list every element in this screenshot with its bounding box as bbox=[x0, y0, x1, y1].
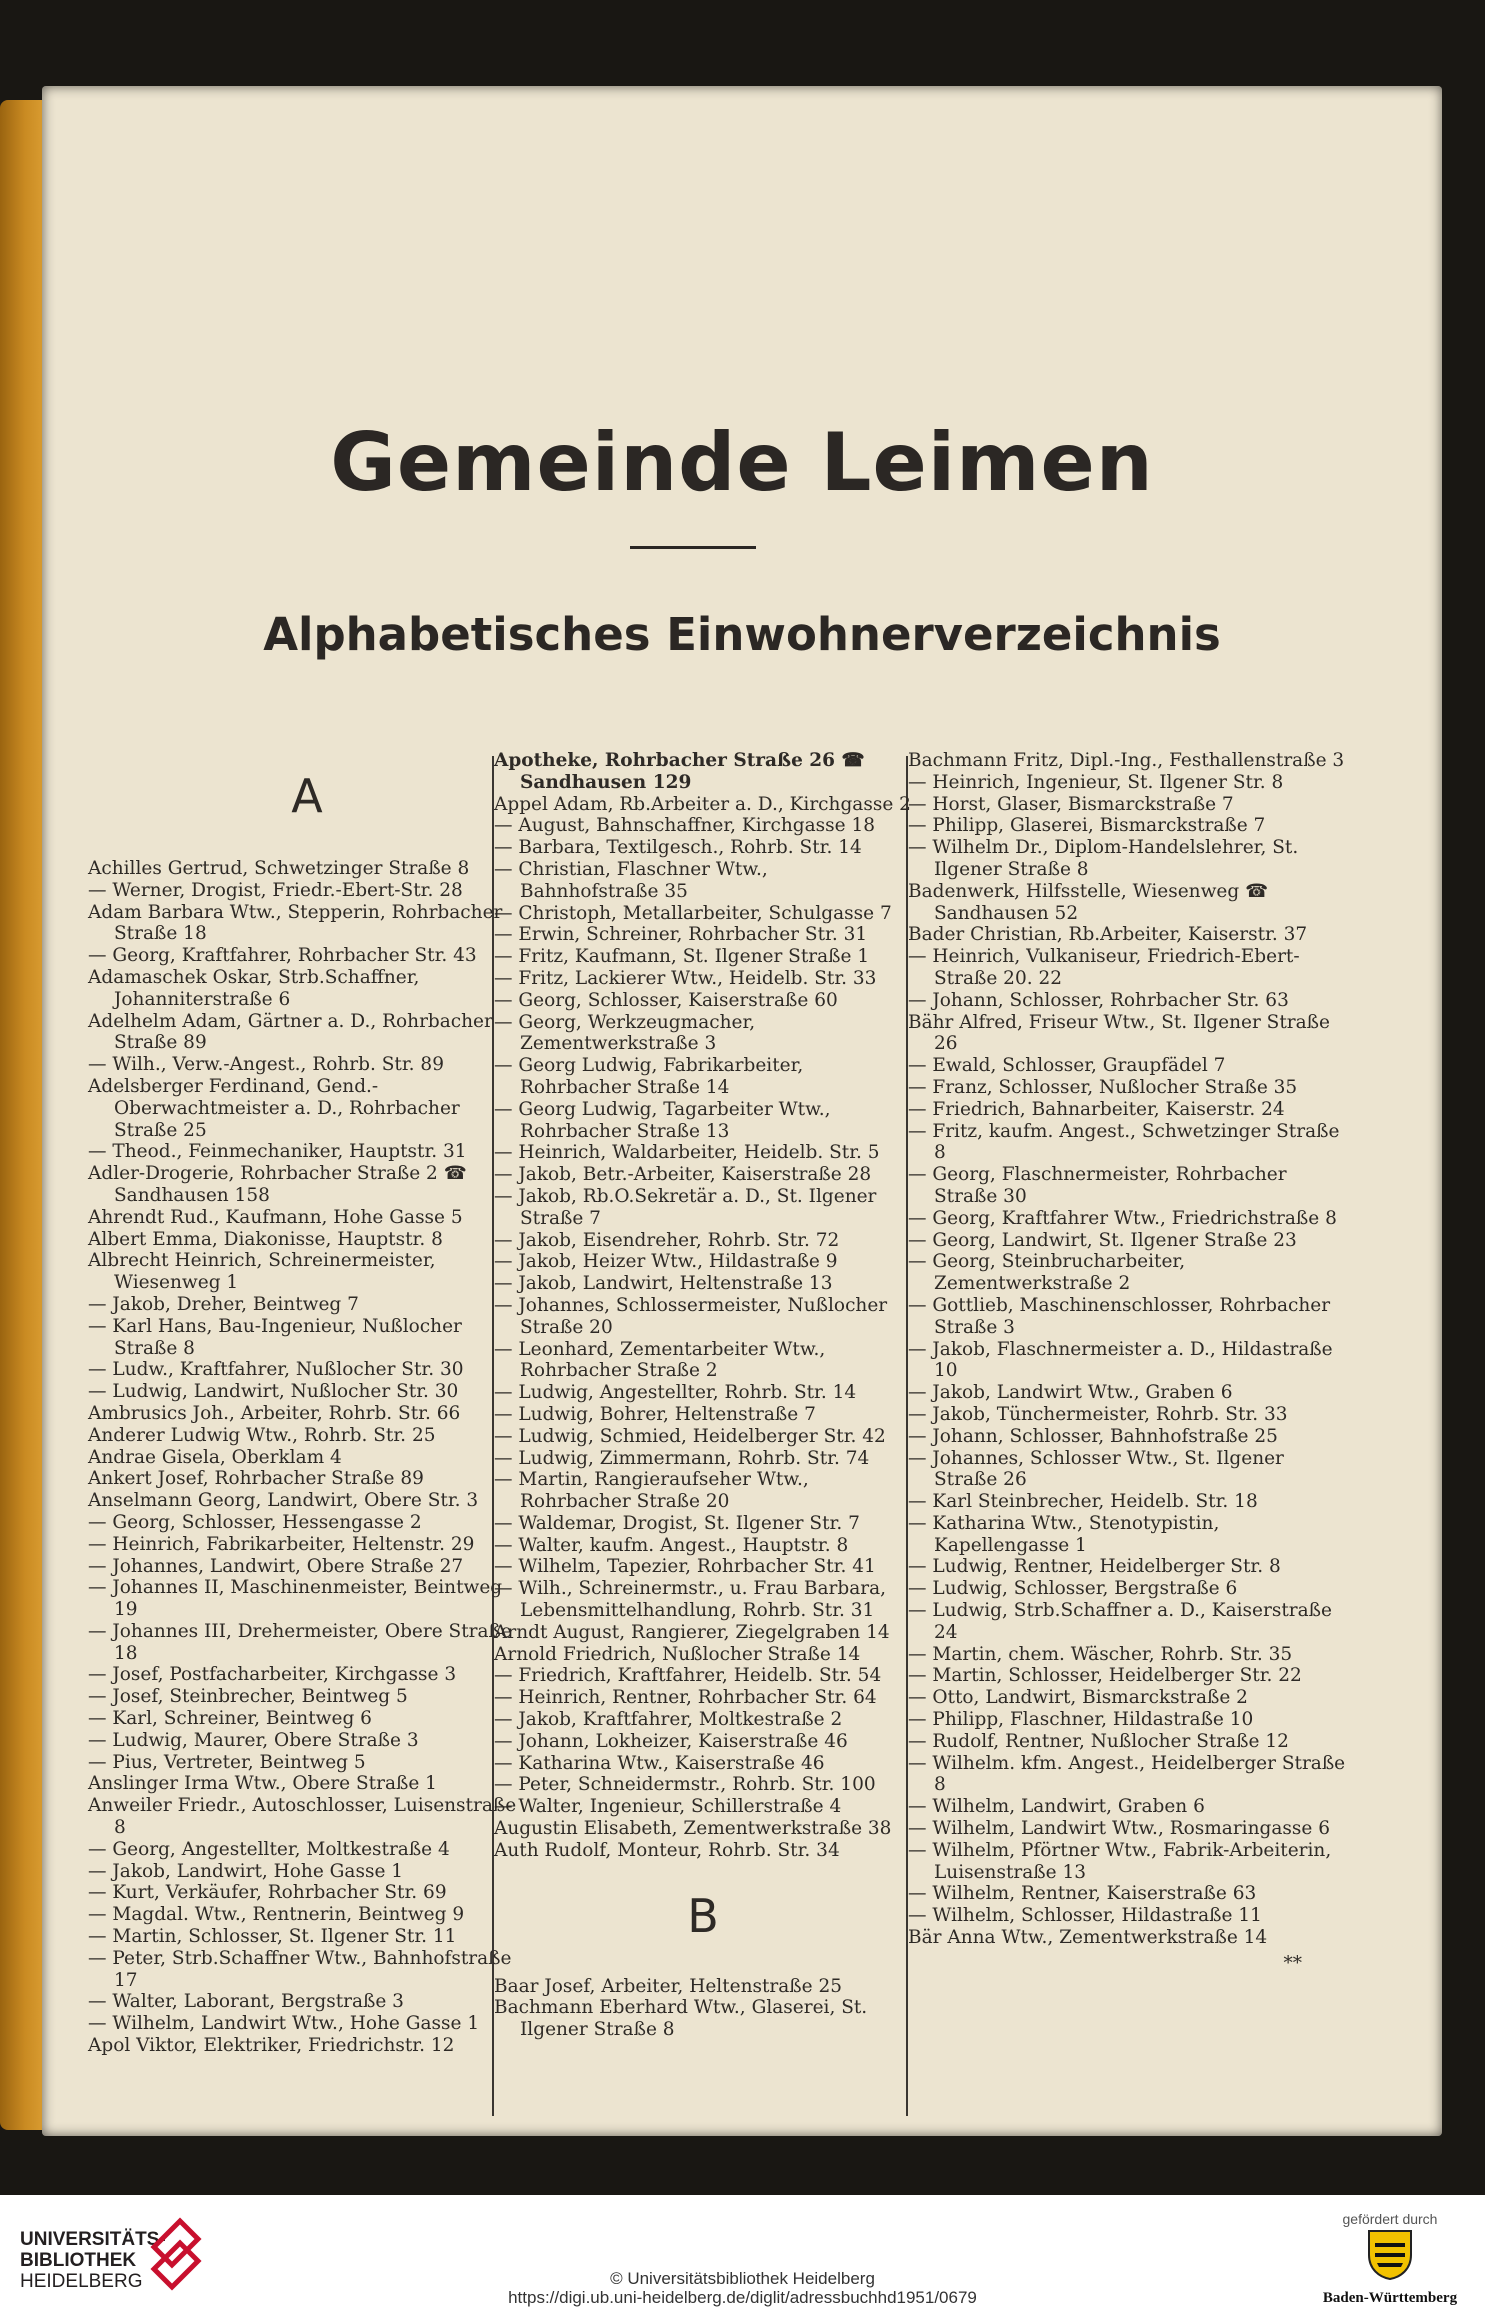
directory-entry: — Heinrich, Ingenieur, St. Ilgener Str. 8 bbox=[908, 771, 1284, 793]
directory-entry: — Ludwig, Maurer, Obere Straße 3 bbox=[88, 1729, 419, 1751]
directory-entry: Adamaschek Oskar, Strb.Schaffner, Johanniterstraße 6 bbox=[88, 966, 420, 1010]
directory-entry: — Katharina Wtw., Stenotypistin, Kapellengasse 1 bbox=[908, 1512, 1220, 1556]
directory-page bbox=[42, 86, 1442, 2136]
permalink-url[interactable]: https://digi.ub.uni-heidelberg.de/diglit/adressbuchhd1951/0679 bbox=[508, 2288, 977, 2307]
directory-entry: — Georg, Schlosser, Kaiserstraße 60 bbox=[494, 989, 838, 1011]
directory-entry: Arnold Friedrich, Nußlocher Straße 14 bbox=[494, 1643, 861, 1665]
directory-entry: — Werner, Drogist, Friedr.-Ebert-Str. 28 bbox=[88, 879, 463, 901]
directory-entry: — Ludwig, Strb.Schaffner a. D., Kaiserstraße 24 bbox=[908, 1600, 1332, 1643]
funder-block bbox=[1310, 2211, 1470, 2307]
directory-entry: — Otto, Landwirt, Bismarckstraße 2 bbox=[908, 1687, 1248, 1709]
directory-entry: — Ludwig, Zimmermann, Rohrb. Str. 74 bbox=[494, 1447, 870, 1469]
footer bbox=[0, 2195, 1485, 2310]
directory-entry: — Jakob, Betr.-Arbeiter, Kaiserstraße 28 bbox=[494, 1164, 872, 1186]
column-2-entries bbox=[494, 794, 912, 1862]
library-name-line3: HEIDELBERG bbox=[20, 2271, 143, 2292]
column-2-b-entries bbox=[494, 1976, 912, 2041]
directory-entry: — Jakob, Landwirt Wtw., Graben 6 bbox=[908, 1382, 1233, 1404]
directory-entry: — Jakob, Kraftfahrer, Moltkestraße 2 bbox=[494, 1709, 843, 1731]
column-3-entries bbox=[908, 750, 1348, 1949]
entry-apotheke-text: Apotheke, Rohrbacher Straße 26 ☎ Sandhausen 129 bbox=[494, 750, 865, 793]
directory-entry: — Wilhelm, Tapezier, Rohrbacher Str. 41 bbox=[494, 1556, 876, 1578]
directory-entry: Achilles Gertrud, Schwetzinger Straße 8 bbox=[88, 858, 470, 879]
directory-entry: Apol Viktor, Elektriker, Friedrichstr. 12 bbox=[88, 2035, 455, 2057]
directory-entry: — Karl, Schreiner, Beintweg 6 bbox=[88, 1708, 372, 1730]
directory-entry: — Jakob, Heizer Wtw., Hildastraße 9 bbox=[494, 1251, 838, 1273]
directory-entry: Bachmann Eberhard Wtw., Glaserei, St. Ilgener Straße 8 bbox=[494, 1997, 868, 2041]
directory-entry: — Walter, Ingenieur, Schillerstraße 4 bbox=[494, 1796, 842, 1818]
directory-entry: — Erwin, Schreiner, Rohrbacher Str. 31 bbox=[494, 924, 868, 946]
directory-entry: — Georg Ludwig, Fabrikarbeiter, Rohrbacher Straße 14 bbox=[494, 1055, 804, 1098]
directory-entry: — Christoph, Metallarbeiter, Schulgasse 7 bbox=[494, 902, 892, 924]
directory-entry: — Jakob, Rb.O.Sekretär a. D., St. Ilgener Straße 7 bbox=[494, 1185, 877, 1229]
column-1-entries bbox=[88, 858, 526, 2057]
directory-entry: — Leonhard, Zementarbeiter Wtw., Rohrbacher Straße 2 bbox=[494, 1338, 826, 1382]
library-name-line2: BIBLIOTHEK bbox=[20, 2250, 137, 2271]
page-subtitle: Alphabetisches Einwohnerverzeichnis bbox=[263, 608, 1221, 661]
directory-entry: Badenwerk, Hilfsstelle, Wiesenweg ☎ Sandhausen 52 bbox=[908, 880, 1269, 924]
directory-entry: Adelhelm Adam, Gärtner a. D., Rohrbacher Straße 89 bbox=[88, 1010, 493, 1054]
directory-entry: — Georg, Kraftfahrer Wtw., Friedrichstraße 8 bbox=[908, 1207, 1337, 1229]
directory-entry: — Wilh., Schreinermstr., u. Frau Barbara, Lebensmittelhandlung, Rohrb. Str. 31 bbox=[494, 1578, 887, 1622]
directory-entry: Bachmann Fritz, Dipl.-Ing., Festhallenstraße 3 bbox=[908, 750, 1345, 771]
directory-entry: — Wilh., Verw.-Angest., Rohrb. Str. 89 bbox=[88, 1054, 444, 1076]
directory-entry: Anslinger Irma Wtw., Obere Straße 1 bbox=[88, 1773, 437, 1795]
directory-entry: — Johannes II, Maschinenmeister, Beintweg 19 bbox=[88, 1577, 503, 1621]
directory-entry: — Barbara, Textilgesch., Rohrb. Str. 14 bbox=[494, 837, 862, 859]
directory-entry: — Wilhelm, Landwirt Wtw., Rosmaringasse 6 bbox=[908, 1818, 1330, 1840]
directory-entry: Adelsberger Ferdinand, Gend.-Oberwachtmeister a. D., Rohrbacher Straße 25 bbox=[88, 1075, 460, 1141]
page-title: Gemeinde Leimen bbox=[330, 416, 1154, 509]
directory-entry: — Martin, chem. Wäscher, Rohrb. Str. 35 bbox=[908, 1643, 1293, 1665]
directory-entry: — Peter, Schneidermstr., Rohrb. Str. 100 bbox=[494, 1774, 876, 1796]
directory-entry: — Heinrich, Waldarbeiter, Heidelb. Str. 5 bbox=[494, 1142, 880, 1164]
column-3 bbox=[908, 750, 1348, 1975]
section-letter-b: B bbox=[687, 1888, 719, 1943]
directory-entry: — Jakob, Landwirt, Heltenstraße 13 bbox=[494, 1273, 833, 1295]
directory-entry: — Ludwig, Schlosser, Bergstraße 6 bbox=[908, 1578, 1238, 1600]
directory-entry: — Ludw., Kraftfahrer, Nußlocher Str. 30 bbox=[88, 1359, 464, 1381]
directory-entry: — Ewald, Schlosser, Graupfädel 7 bbox=[908, 1055, 1226, 1077]
directory-entry: Anderer Ludwig Wtw., Rohrb. Str. 25 bbox=[88, 1424, 436, 1446]
funded-by-label: gefördert durch bbox=[1342, 2211, 1438, 2227]
directory-entry: — Georg, Schlosser, Hessengasse 2 bbox=[88, 1511, 422, 1533]
directory-entry: — Georg, Flaschnermeister, Rohrbacher Straße 30 bbox=[908, 1164, 1287, 1207]
directory-entry: — Jakob, Eisendreher, Rohrb. Str. 72 bbox=[494, 1229, 840, 1251]
directory-entry: — Georg, Landwirt, St. Ilgener Straße 23 bbox=[908, 1229, 1297, 1251]
directory-entry: — Walter, kaufm. Angest., Hauptstr. 8 bbox=[494, 1534, 849, 1556]
directory-entry: — Josef, Steinbrecher, Beintweg 5 bbox=[88, 1686, 408, 1708]
directory-entry: — Christian, Flaschner Wtw., Bahnhofstraße 35 bbox=[494, 858, 768, 902]
directory-entry: — Georg, Steinbrucharbeiter, Zementwerkstraße 2 bbox=[908, 1251, 1186, 1295]
directory-entry: — Friedrich, Kraftfahrer, Heidelb. Str. 54 bbox=[494, 1665, 882, 1687]
directory-entry: Bader Christian, Rb.Arbeiter, Kaiserstr. 37 bbox=[908, 924, 1308, 946]
directory-entry: — Johannes III, Drehermeister, Obere Straße 18 bbox=[88, 1620, 512, 1664]
directory-entry: — Philipp, Flaschner, Hildastraße 10 bbox=[908, 1709, 1254, 1731]
directory-entry: — Johannes, Schlossermeister, Nußlocher Straße 20 bbox=[494, 1294, 888, 1338]
directory-entry: — Heinrich, Vulkaniseur, Friedrich-Ebert-Straße 20. 22 bbox=[908, 946, 1300, 989]
directory-entry: — Heinrich, Fabrikarbeiter, Heltenstr. 29 bbox=[88, 1533, 475, 1555]
directory-entry: — Georg, Angestellter, Moltkestraße 4 bbox=[88, 1838, 450, 1860]
directory-entry: — Fritz, kaufm. Angest., Schwetzinger Straße 8 bbox=[908, 1120, 1340, 1164]
directory-entry: — Wilhelm Dr., Diplom-Handelslehrer, St. Ilgener Straße 8 bbox=[908, 837, 1299, 880]
directory-entry: — Georg, Werkzeugmacher, Zementwerkstraße 3 bbox=[494, 1011, 756, 1055]
directory-entry: — Kurt, Verkäufer, Rohrbacher Str. 69 bbox=[88, 1882, 447, 1904]
directory-entry: — Georg, Kraftfahrer, Rohrbacher Str. 43 bbox=[88, 945, 477, 967]
directory-entry: — Jakob, Landwirt, Hohe Gasse 1 bbox=[88, 1860, 404, 1882]
directory-entry: — Wilhelm, Pförtner Wtw., Fabrik-Arbeiterin, Luisenstraße 13 bbox=[908, 1839, 1332, 1883]
directory-entry: — Johannes, Schlosser Wtw., St. Ilgener Straße 26 bbox=[908, 1447, 1284, 1491]
directory-entry: — Franz, Schlosser, Nußlocher Straße 35 bbox=[908, 1076, 1298, 1098]
directory-entry: — Pius, Vertreter, Beintweg 5 bbox=[88, 1751, 366, 1773]
directory-entry: — Horst, Glaser, Bismarckstraße 7 bbox=[908, 793, 1234, 815]
directory-entry: — Johann, Schlosser, Bahnhofstraße 25 bbox=[908, 1425, 1278, 1447]
directory-entry: Adam Barbara Wtw., Stepperin, Rohrbacher Straße 18 bbox=[88, 901, 503, 945]
directory-entry: — Ludwig, Angestellter, Rohrb. Str. 14 bbox=[494, 1382, 857, 1404]
directory-entry: — Wilhelm, Landwirt Wtw., Hohe Gasse 1 bbox=[88, 2013, 480, 2035]
directory-entry: — Ludwig, Rentner, Heidelberger Str. 8 bbox=[908, 1556, 1281, 1578]
directory-entry: — Georg Ludwig, Tagarbeiter Wtw., Rohrbacher Straße 13 bbox=[494, 1098, 831, 1142]
directory-entry: — Karl Steinbrecher, Heidelb. Str. 18 bbox=[908, 1491, 1258, 1513]
library-name-line1: UNIVERSITÄTS- bbox=[20, 2229, 166, 2250]
copyright-notice: © Universitätsbibliothek Heidelberg bbox=[610, 2269, 875, 2288]
directory-entry: — Rudolf, Rentner, Nußlocher Straße 12 bbox=[908, 1730, 1289, 1752]
directory-entry: — Fritz, Kaufmann, St. Ilgener Straße 1 bbox=[494, 946, 870, 968]
directory-entry: Augustin Elisabeth, Zementwerkstraße 38 bbox=[494, 1818, 892, 1840]
column-2 bbox=[494, 750, 912, 2041]
directory-entry: Albert Emma, Diakonisse, Hauptstr. 8 bbox=[88, 1228, 443, 1250]
directory-entry: — Jakob, Tünchermeister, Rohrb. Str. 33 bbox=[908, 1403, 1288, 1425]
directory-entry: — Ludwig, Landwirt, Nußlocher Str. 30 bbox=[88, 1381, 459, 1403]
column-1 bbox=[88, 746, 526, 2057]
directory-entry: Appel Adam, Rb.Arbeiter a. D., Kirchgasse 2 bbox=[494, 793, 911, 815]
directory-entry: — Wilhelm, Rentner, Kaiserstraße 63 bbox=[908, 1883, 1257, 1905]
directory-entry: — Philipp, Glaserei, Bismarckstraße 7 bbox=[908, 815, 1266, 837]
page-stars: ** bbox=[1283, 1952, 1302, 1974]
directory-entry: — Josef, Postfacharbeiter, Kirchgasse 3 bbox=[88, 1664, 457, 1686]
entry-apotheke bbox=[494, 750, 912, 794]
directory-entry: — Walter, Laborant, Bergstraße 3 bbox=[88, 1991, 404, 2013]
directory-entry: — August, Bahnschaffner, Kirchgasse 18 bbox=[494, 815, 876, 837]
section-letter-a: A bbox=[291, 769, 323, 823]
directory-entry: — Jakob, Flaschnermeister a. D., Hildastraße 10 bbox=[908, 1338, 1333, 1382]
directory-entry: Anselmann Georg, Landwirt, Obere Str. 3 bbox=[88, 1490, 479, 1512]
directory-entry: Ankert Josef, Rohrbacher Straße 89 bbox=[88, 1468, 424, 1490]
directory-entry: — Johannes, Landwirt, Obere Straße 27 bbox=[88, 1555, 464, 1577]
directory-entry: Bähr Alfred, Friseur Wtw., St. Ilgener Straße 26 bbox=[908, 1011, 1330, 1055]
directory-entry: — Gottlieb, Maschinenschlosser, Rohrbacher Straße 3 bbox=[908, 1294, 1331, 1338]
directory-entry: — Martin, Rangieraufseher Wtw., Rohrbacher Straße 20 bbox=[494, 1469, 809, 1513]
directory-entry: Anweiler Friedr., Autoschlosser, Luisenstraße 8 bbox=[88, 1795, 517, 1839]
directory-entry: — Friedrich, Bahnarbeiter, Kaiserstr. 24 bbox=[908, 1098, 1285, 1120]
directory-entry: — Martin, Schlosser, St. Ilgener Str. 11 bbox=[88, 1926, 457, 1948]
directory-entry: — Jakob, Dreher, Beintweg 7 bbox=[88, 1293, 359, 1315]
directory-entry: Auth Rudolf, Monteur, Rohrb. Str. 34 bbox=[494, 1839, 840, 1861]
directory-entry: Ahrendt Rud., Kaufmann, Hohe Gasse 5 bbox=[88, 1206, 463, 1228]
directory-entry: — Magdal. Wtw., Rentnerin, Beintweg 9 bbox=[88, 1904, 465, 1926]
directory-entry: Ambrusics Joh., Arbeiter, Rohrb. Str. 66 bbox=[88, 1402, 461, 1424]
directory-entry: Baar Josef, Arbeiter, Heltenstraße 25 bbox=[494, 1975, 843, 1997]
directory-entry: — Katharina Wtw., Kaiserstraße 46 bbox=[494, 1752, 825, 1774]
directory-entry: — Ludwig, Schmied, Heidelberger Str. 42 bbox=[494, 1425, 886, 1447]
directory-entry: — Martin, Schlosser, Heidelberger Str. 22 bbox=[908, 1665, 1302, 1687]
directory-entry: — Theod., Feinmechaniker, Hauptstr. 31 bbox=[88, 1141, 467, 1163]
directory-entry: — Johann, Schlosser, Rohrbacher Str. 63 bbox=[908, 989, 1289, 1011]
directory-entry: Adler-Drogerie, Rohrbacher Straße 2 ☎ Sandhausen 158 bbox=[88, 1163, 467, 1206]
directory-entry: Andrae Gisela, Oberklam 4 bbox=[88, 1446, 342, 1468]
directory-entry: Bär Anna Wtw., Zementwerkstraße 14 bbox=[908, 1927, 1268, 1949]
directory-entry: Albrecht Heinrich, Schreinermeister, Wiesenweg 1 bbox=[88, 1250, 436, 1294]
directory-entry: — Karl Hans, Bau-Ingenieur, Nußlocher Straße 8 bbox=[88, 1315, 462, 1359]
directory-entry: — Ludwig, Bohrer, Heltenstraße 7 bbox=[494, 1403, 816, 1425]
directory-entry: — Heinrich, Rentner, Rohrbacher Str. 64 bbox=[494, 1687, 877, 1709]
title-divider bbox=[630, 546, 756, 549]
directory-entry: — Waldemar, Drogist, St. Ilgener Str. 7 bbox=[494, 1512, 860, 1534]
state-coat-of-arms-icon bbox=[1363, 2227, 1417, 2281]
directory-entry: Arndt August, Rangierer, Ziegelgraben 14 bbox=[494, 1621, 890, 1643]
directory-entry: — Wilhelm. kfm. Angest., Heidelberger Straße 8 bbox=[908, 1752, 1346, 1796]
directory-entry: — Fritz, Lackierer Wtw., Heidelb. Str. 33 bbox=[494, 967, 877, 989]
directory-entry: — Peter, Strb.Schaffner Wtw., Bahnhofstraße 17 bbox=[88, 1947, 512, 1991]
funder-name: Baden-Württemberg bbox=[1322, 2290, 1458, 2306]
directory-entry: — Wilhelm, Schlosser, Hildastraße 11 bbox=[908, 1905, 1262, 1927]
directory-entry: — Wilhelm, Landwirt, Graben 6 bbox=[908, 1796, 1205, 1818]
directory-entry: — Johann, Lokheizer, Kaiserstraße 46 bbox=[494, 1730, 848, 1752]
